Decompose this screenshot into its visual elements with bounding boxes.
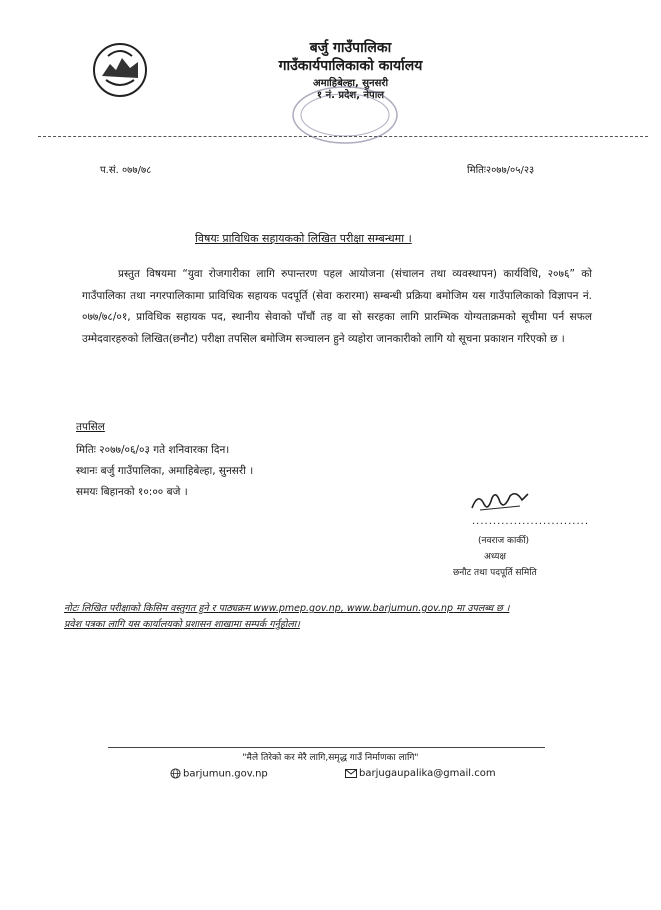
signature-icon [470, 488, 530, 514]
office-subtitle: गाउँकार्यपालिकाको कार्यालय [278, 58, 423, 74]
office-address: अमाहिबेल्हा, सुनसरी [312, 78, 389, 89]
body-paragraph: प्रस्तुत विषयमा “युवा रोजगारीका लागि रुपान्तरण पहल आयोजना (संचालन तथा व्यवस्थापन) कार्यविधि, २०७६” को गाउँपालिका तथा नगरपालिकामा प्राविधिक सहायक पदपूर्ति (सेवा करारमा) सम्बन्धी प्रक्रिया बमोजिम यस गाउँपालिकाको विज्ञापन नं. ०७७/७८/०१, प्राविधिक सहायक पद, स्थानीय सेवाको पाँचौं तह वा सो सरहका लागि प्रारम्भिक योग्यताक्रमको सूचीमा पर्न सफल उम्मेदवारहरुको लिखित(छनौट) परीक्षा तपसिल बमोजिम सञ्चालन हुने व्यहोरा जानकारीको लागि यो सूचना प्रकाशन गरिएको छ । [82, 268, 592, 345]
email-text: barjugaupalika@gmail.com [359, 768, 496, 779]
globe-icon [170, 768, 181, 779]
footer-email[interactable] [345, 768, 496, 779]
schedule-place: स्थानः बर्जु गाउँपालिका, अमाहिबेल्हा, सुनसरी । [76, 465, 254, 477]
letter-date: मितिः२०७७/०५/२३ [467, 165, 535, 176]
signatory-name: (नवराज कार्की) [478, 536, 530, 546]
note-text: नोटः लिखित परीक्षाको किसिम वस्तुगत हुने र पाठ्यक्रम [64, 603, 254, 614]
office-name: बर्जु गाउँपालिका [309, 40, 392, 56]
footer-motto: "मैले तिरेको कर मेरै लागि,समृद्ध गाउँ निर्माणका लागि" [242, 753, 419, 763]
reference-number: प.सं. ०७७/७८ [100, 165, 152, 176]
signatory-role: अध्यक्ष [484, 552, 506, 562]
footer-divider [108, 747, 545, 748]
subject-line: विषयः प्राविधिक सहायकको लिखित परीक्षा सम्बन्धमा । [195, 232, 412, 245]
note-text-end: मा उपलब्ध छ । [453, 603, 510, 614]
footer-website[interactable] [170, 768, 268, 780]
header-divider [38, 136, 648, 137]
note-line-2: प्रवेश पत्रका लागि यस कार्यालयको प्रशासन शाखामा सम्पर्क गर्नुहोला। [64, 619, 300, 630]
mail-icon [345, 769, 357, 778]
website-text: barjumun.gov.np [183, 768, 268, 780]
barjumun-link[interactable]: www.barjumun.gov.np [346, 603, 454, 614]
note-line-1 [64, 601, 509, 614]
signature-line: ............................ [472, 516, 590, 527]
office-province: १ नं. प्रदेश, नेपाल [316, 90, 385, 101]
signatory-committee: छनौट तथा पदपूर्ति समिति [453, 568, 537, 578]
note-separator: , [340, 603, 347, 614]
schedule-time: समयः बिहानको १०:०० बजे । [76, 486, 188, 498]
schedule-heading: तपसिल [76, 421, 105, 433]
pmep-link[interactable]: www.pmep.gov.np [253, 603, 341, 614]
schedule-date: मितिः २०७७/०६/०३ गते शनिवारका दिन। [76, 444, 230, 456]
